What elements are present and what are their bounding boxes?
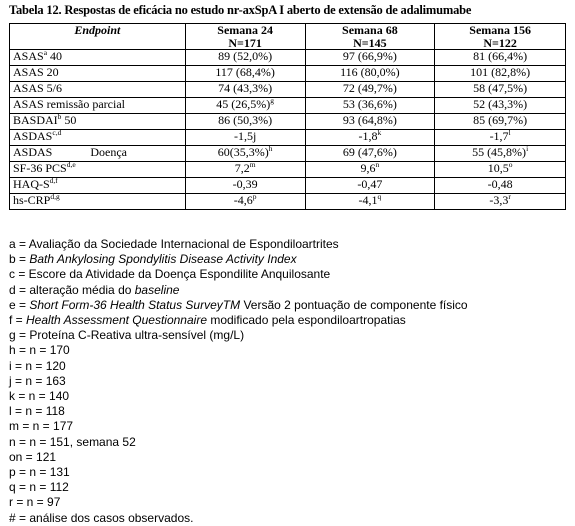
footnote-pre: # = análise dos casos observados. xyxy=(9,510,194,525)
cell-c1 xyxy=(185,50,305,66)
table-row xyxy=(10,114,566,130)
footnote-line xyxy=(9,359,468,374)
cell-value: 53 (36,6%) xyxy=(342,97,397,112)
row-label xyxy=(10,194,186,210)
footnote-line xyxy=(9,511,468,526)
cell-sup: q xyxy=(377,192,382,202)
cell-c3 xyxy=(435,194,566,210)
cell-value: -0,47 xyxy=(357,177,383,192)
cell-value: 89 (52,0%) xyxy=(218,49,273,64)
cell-sup: k xyxy=(377,128,382,138)
cell-value: -3,3 xyxy=(489,193,509,208)
header-week24-label: Semana 24 xyxy=(217,23,273,37)
footnote-line xyxy=(9,419,468,434)
table-row xyxy=(10,178,566,194)
footnote-line xyxy=(9,404,468,419)
cell-value: -0,48 xyxy=(487,177,513,192)
footnote-line xyxy=(9,328,468,343)
header-week68-n: N=145 xyxy=(353,35,387,50)
footnote-pre: c = Escore da Atividade da Doença Espondilite Anquilosante xyxy=(9,267,331,282)
cell-value: 86 (50,3%) xyxy=(218,113,273,128)
footnote-pre: q = n = 112 xyxy=(9,480,69,495)
footnote-line xyxy=(9,237,468,252)
footnote-line xyxy=(9,465,468,480)
cell-value: 69 (47,6%) xyxy=(342,145,397,160)
footnote-it: Health Assessment Questionnaire xyxy=(26,313,207,328)
cell-c1 xyxy=(185,114,305,130)
cell-c1 xyxy=(185,146,305,162)
row-label xyxy=(10,82,186,98)
cell-c2 xyxy=(305,66,435,82)
header-endpoint: Endpoint xyxy=(10,24,186,50)
table-row xyxy=(10,82,566,98)
cell-sup: g xyxy=(270,96,274,106)
row-label-text: ASDAS xyxy=(13,145,53,160)
cell-value: 117 (68,4%) xyxy=(215,65,275,80)
cell-c2 xyxy=(305,130,435,146)
row-label xyxy=(10,146,186,162)
cell-c1 xyxy=(185,194,305,210)
table-row xyxy=(10,130,566,146)
cell-value: 85 (69,7%) xyxy=(473,113,528,128)
table-row xyxy=(10,162,566,178)
footnote-pre: b = xyxy=(9,252,30,267)
footnote-pre: on = 121 xyxy=(9,449,57,464)
cell-value: 7,2 xyxy=(234,161,250,176)
header-week68 xyxy=(305,24,435,50)
footnote-line xyxy=(9,313,468,328)
table-row xyxy=(10,66,566,82)
cell-c2 xyxy=(305,82,435,98)
footnote-pre: e = xyxy=(9,297,30,312)
cell-value: 10,5 xyxy=(487,161,509,176)
cell-value: -1,5j xyxy=(233,129,257,144)
footnote-pre: l = n = 118 xyxy=(9,404,65,419)
cell-c3 xyxy=(435,50,566,66)
row-label-sup: d,g xyxy=(50,192,60,202)
header-week24-n: N=171 xyxy=(228,35,262,50)
cell-value: 116 (80,0%) xyxy=(340,65,400,80)
footnote-pre: i = n = 120 xyxy=(9,358,66,373)
table-row xyxy=(10,194,566,210)
cell-c2 xyxy=(305,194,435,210)
footnote-line xyxy=(9,435,468,450)
row-label-text: hs-CRP xyxy=(13,193,51,208)
row-label-sup: a xyxy=(43,48,48,58)
row-label-text: ASAS xyxy=(13,49,44,64)
row-label-text: ASAS remissão parcial xyxy=(13,97,125,112)
table-title: Tabela 12. Respostas de eficácia no estudo nr-axSpA I aberto de extensão de adalimumabe xyxy=(9,3,472,17)
cell-c2 xyxy=(305,98,435,114)
row-label-text: ASDAS xyxy=(13,129,53,144)
cell-sup: l xyxy=(508,128,511,138)
cell-c2 xyxy=(305,146,435,162)
footnote-pre: g = Proteína C-Reativa ultra-sensível (mg/L) xyxy=(9,328,245,343)
cell-value: -4,6 xyxy=(233,193,253,208)
row-label xyxy=(10,114,186,130)
footnote-pre: k = n = 140 xyxy=(9,389,70,404)
footnote-line xyxy=(9,283,468,298)
row-label xyxy=(10,130,186,146)
cell-c1 xyxy=(185,98,305,114)
cell-c1 xyxy=(185,178,305,194)
cell-value: 45 (26,5%) xyxy=(216,97,271,112)
row-label xyxy=(10,178,186,194)
footnote-line xyxy=(9,343,468,358)
footnote-line xyxy=(9,252,468,267)
row-label-sup: c,d xyxy=(52,128,62,138)
footnote-line xyxy=(9,480,468,495)
cell-c2 xyxy=(305,50,435,66)
row-label-sup: d,f xyxy=(49,176,58,186)
cell-value: 97 (66,9%) xyxy=(342,49,397,64)
footnote-pre: f = xyxy=(9,313,27,328)
footnote-it: Short Form-36 Health Status SurveyTM xyxy=(29,297,241,312)
row-label xyxy=(10,50,186,66)
header-week156-n: N=122 xyxy=(483,35,517,50)
cell-value: -4,1 xyxy=(358,193,378,208)
header-week156 xyxy=(435,24,566,50)
footnote-pre: r = n = 97 xyxy=(9,495,61,510)
cell-c3 xyxy=(435,146,566,162)
row-label-text: BASDAI xyxy=(13,113,58,128)
header-week156-label: Semana 156 xyxy=(469,23,531,37)
footnote-pre: a = Avaliação da Sociedade Internacional de Espondiloartrites xyxy=(9,237,339,251)
cell-c3 xyxy=(435,130,566,146)
cell-value: 58 (47,5%) xyxy=(473,81,528,96)
cell-c1 xyxy=(185,66,305,82)
table-header-row xyxy=(10,24,566,50)
row-label-suffix: 40 xyxy=(47,49,63,64)
cell-value: 72 (49,7%) xyxy=(342,81,397,96)
cell-value: 60(35,3%) xyxy=(217,145,269,160)
footnote-line xyxy=(9,389,468,404)
cell-value: -1,7 xyxy=(489,129,509,144)
cell-c3 xyxy=(435,66,566,82)
row-label-text: HAQ-S xyxy=(13,177,50,192)
table-row xyxy=(10,146,566,162)
row-label-text: ASAS 5/6 xyxy=(13,81,63,96)
cell-sup: m xyxy=(249,160,256,170)
row-label-suffix: 50 xyxy=(61,113,77,128)
cell-value: 52 (43,3%) xyxy=(473,97,528,112)
cell-c1 xyxy=(185,162,305,178)
cell-value: 55 (45,8%) xyxy=(472,145,527,160)
row-label-suffix: Doença xyxy=(90,145,128,160)
footnote-pre: d = alteração média do xyxy=(9,282,135,297)
footnote-line xyxy=(9,450,468,465)
cell-c2 xyxy=(305,178,435,194)
row-label-text: ASAS 20 xyxy=(13,65,59,80)
cell-sup: i xyxy=(526,144,529,154)
cell-c3 xyxy=(435,82,566,98)
cell-sup: r xyxy=(508,192,511,202)
row-label-sup: b xyxy=(57,112,62,122)
cell-c1 xyxy=(185,82,305,98)
footnote-line xyxy=(9,298,468,313)
footnote-line xyxy=(9,374,468,389)
cell-value: -0,39 xyxy=(232,177,258,192)
footnote-pre: m = n = 177 xyxy=(9,419,74,434)
table-row xyxy=(10,50,566,66)
footnote-post: modificado pela espondiloartropatias xyxy=(207,313,406,328)
cell-sup: o xyxy=(508,160,513,170)
cell-c3 xyxy=(435,98,566,114)
cell-c3 xyxy=(435,114,566,130)
row-label-text: SF-36 PCS xyxy=(13,161,67,176)
row-label xyxy=(10,98,186,114)
cell-value: 93 (64,8%) xyxy=(342,113,397,128)
cell-c2 xyxy=(305,114,435,130)
cell-c3 xyxy=(435,178,566,194)
cell-sup: n xyxy=(375,160,380,170)
cell-sup: h xyxy=(268,144,273,154)
header-week24 xyxy=(185,24,305,50)
footnote-pre: p = n = 131 xyxy=(9,465,70,480)
header-week68-label: Semana 68 xyxy=(342,23,398,37)
footnote-it: Bath Ankylosing Spondylitis Disease Activity Index xyxy=(29,252,297,267)
cell-value: -1,8 xyxy=(358,129,378,144)
footnote-post: Versão 2 pontuação de componente físico xyxy=(240,297,468,312)
cell-value: 81 (66,4%) xyxy=(473,49,528,64)
cell-c3 xyxy=(435,162,566,178)
cell-value: 101 (82,8%) xyxy=(470,65,531,80)
table-row xyxy=(10,98,566,114)
row-label xyxy=(10,66,186,82)
cell-value: 74 (43,3%) xyxy=(218,81,273,96)
cell-c2 xyxy=(305,162,435,178)
footnote-pre: h = n = 170 xyxy=(9,343,70,358)
footnotes xyxy=(9,237,468,526)
cell-value: 9,6 xyxy=(360,161,376,176)
footnote-line xyxy=(9,495,468,510)
footnote-line xyxy=(9,267,468,282)
cell-c1 xyxy=(185,130,305,146)
footnote-pre: j = n = 163 xyxy=(9,373,66,388)
row-label xyxy=(10,162,186,178)
footnote-pre: n = n = 151, semana 52 xyxy=(9,434,136,449)
cell-sup: p xyxy=(252,192,257,202)
footnote-it: baseline xyxy=(134,282,180,297)
efficacy-table xyxy=(9,23,566,210)
row-label-sup: d,e xyxy=(66,160,76,170)
